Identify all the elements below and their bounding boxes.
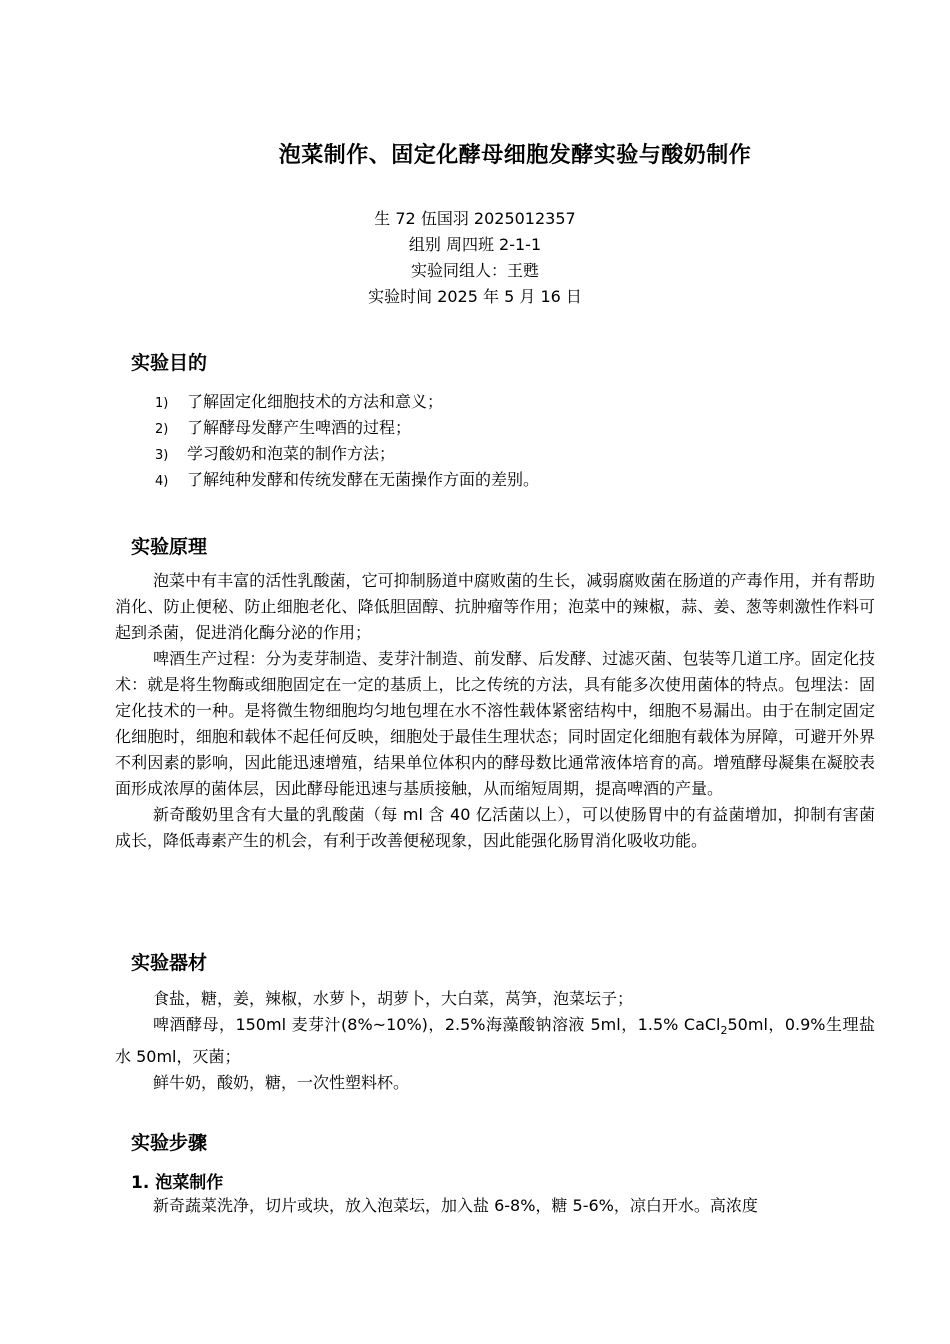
author-line: 生 72 伍国羽 2025012357: [374, 209, 576, 228]
section-heading-principle: 实验原理: [131, 536, 208, 558]
steps-text: [115, 1193, 875, 1219]
subscript: 2: [720, 1024, 728, 1038]
list-item: [155, 415, 539, 441]
section-heading-steps: 实验步骤: [131, 1132, 208, 1154]
list-number: 3): [155, 448, 169, 463]
list-text: 了解纯种发酵和传统发酵在无菌操作方面的差别。: [187, 470, 540, 489]
paragraph: 食盐，糖，姜，辣椒，水萝卜，胡萝卜，大白菜，莴笋，泡菜坛子；: [153, 989, 634, 1008]
paragraph: [115, 1012, 875, 1070]
partner-line: 实验同组人：王甦: [410, 261, 539, 280]
list-item: [155, 389, 539, 415]
list-item: [155, 467, 539, 493]
author-info: [0, 206, 950, 310]
paragraph: 泡菜中有丰富的活性乳酸菌，它可抑制肠道中腐败菌的生长，减弱腐败菌在肠道的产毒作用，并有帮助消化、防止便秘、防止细胞老化、降低胆固醇、抗肿瘤等作用；泡菜中的辣椒，蒜、姜、葱等刺激性作料可起到杀菌，促进消化酶分泌的作用；: [115, 571, 875, 642]
list-item: [155, 441, 539, 467]
group-line: 组别 周四班 2-1-1: [408, 235, 542, 254]
paragraph: 新奇蔬菜洗净，切片或块，放入泡菜坛，加入盐 6-8%，糖 5-6%，凉白开水。高浓度: [153, 1196, 758, 1215]
section-heading-materials: 实验器材: [131, 952, 208, 974]
list-text: 了解酵母发酵产生啤酒的过程；: [187, 418, 412, 437]
list-number: 4): [155, 474, 169, 489]
purpose-list: [155, 389, 539, 493]
list-text: 了解固定化细胞技术的方法和意义；: [187, 392, 444, 411]
section-heading-purpose: 实验目的: [131, 352, 208, 374]
paragraph: 新奇酸奶里含有大量的乳酸菌（每 ml 含 40 亿活菌以上），可以使肠胃中的有益菌增加，抑制有害菌成长，降低毒素产生的机会，有利于改善便秘现象，因此能强化肠胃消化吸收功能。: [115, 805, 875, 850]
list-text: 学习酸奶和泡菜的制作方法；: [187, 444, 396, 463]
date-line: 实验时间 2025 年 5 月 16 日: [368, 287, 582, 306]
paragraph: 啤酒生产过程：分为麦芽制造、麦芽汁制造、前发酵、后发酵、过滤灭菌、包装等几道工序。固定化技术：就是将生物酶或细胞固定在一定的基质上，比之传统的方法，具有能多次使用菌体的特点。包埋法：固定化技术的一种。是将微生物细胞均匀地包埋在水不溶性载体紧密结构中，细胞不易漏出。由于在制定固定化细胞时，细胞和载体不起任何反映，细胞处于最佳生理状态；同时固定化细胞有载体为屏障，可避开外界不利因素的影响，因此能迅速增殖，结果单位体积内的酵母数比通常液体培育的高。增殖酵母凝集在凝胶表面形成浓厚的菌体层，因此酵母能迅速与基质接触，从而缩短周期，提高啤酒的产量。: [115, 649, 875, 798]
materials-text: [115, 986, 875, 1096]
list-number: 1): [155, 396, 169, 411]
materials-text-part: 啤酒酵母，150ml 麦芽汁(8%~10%)，2.5%海藻酸钠溶液 5ml，1.5% CaCl: [153, 1015, 721, 1034]
materials-text-part: 50ml，0.9%生理盐水 50ml，灭菌；: [115, 1015, 875, 1067]
paragraph: 鲜牛奶，酸奶，糖，一次性塑料杯。: [153, 1073, 410, 1093]
subsection-heading: 1. 泡菜制作: [131, 1173, 224, 1193]
principle-text: [115, 568, 875, 854]
list-number: 2): [155, 422, 169, 437]
document-title: 泡菜制作、固定化酵母细胞发酵实验与酸奶制作: [278, 143, 752, 168]
